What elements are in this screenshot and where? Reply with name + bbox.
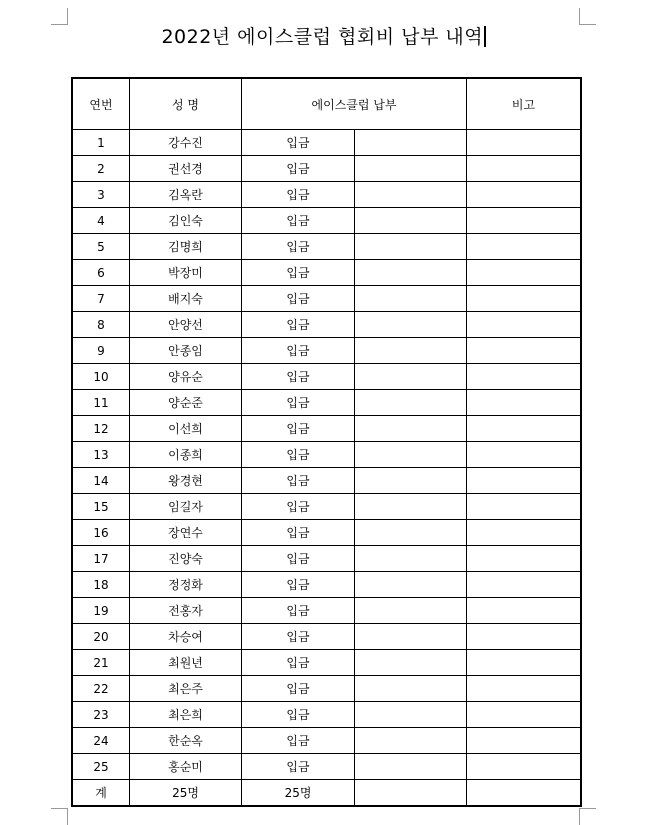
row-payment-cell[interactable]: 입금 xyxy=(242,650,355,676)
row-name-cell[interactable]: 이종희 xyxy=(130,442,242,468)
row-note-cell[interactable] xyxy=(467,442,581,468)
row-note-cell[interactable] xyxy=(467,416,581,442)
row-no-cell[interactable]: 15 xyxy=(73,494,130,520)
row-payment-cell[interactable]: 입금 xyxy=(242,598,355,624)
row-no-cell[interactable]: 25 xyxy=(73,754,130,780)
row-empty-cell[interactable] xyxy=(355,286,467,312)
row-empty-cell[interactable] xyxy=(355,676,467,702)
row-empty-cell[interactable] xyxy=(355,312,467,338)
row-empty-cell[interactable] xyxy=(355,208,467,234)
table-row xyxy=(73,286,581,312)
row-name-cell[interactable]: 김인숙 xyxy=(130,208,242,234)
row-no-cell[interactable]: 24 xyxy=(73,728,130,754)
row-name-cell[interactable]: 차승여 xyxy=(130,624,242,650)
row-name-cell[interactable]: 최은희 xyxy=(130,702,242,728)
header-name[interactable]: 성 명 xyxy=(130,79,242,130)
table-row xyxy=(73,728,581,754)
row-name-cell[interactable]: 김옥란 xyxy=(130,182,242,208)
row-no-cell[interactable]: 14 xyxy=(73,468,130,494)
table-row xyxy=(73,754,581,780)
row-empty-cell[interactable] xyxy=(355,182,467,208)
row-no-cell[interactable]: 12 xyxy=(73,416,130,442)
row-payment-cell[interactable]: 입금 xyxy=(242,260,355,286)
row-name-cell[interactable]: 박장미 xyxy=(130,260,242,286)
row-no-cell[interactable]: 18 xyxy=(73,572,130,598)
table-row xyxy=(73,702,581,728)
text-cursor xyxy=(484,26,486,47)
document-title[interactable]: 2022년 에이스클럽 협회비 납부 내역 xyxy=(161,26,484,48)
total-payment-count[interactable]: 25명 xyxy=(242,780,355,806)
row-note-cell[interactable] xyxy=(467,156,581,182)
row-name-cell[interactable]: 이선희 xyxy=(130,416,242,442)
header-payment[interactable]: 에이스클럽 납부 xyxy=(242,79,467,130)
table-row xyxy=(73,260,581,286)
row-no-cell[interactable]: 2 xyxy=(73,156,130,182)
table-row xyxy=(73,416,581,442)
row-name-cell[interactable]: 최은주 xyxy=(130,676,242,702)
row-name-cell[interactable]: 홍순미 xyxy=(130,754,242,780)
payment-table[interactable] xyxy=(72,78,581,806)
row-payment-cell[interactable]: 입금 xyxy=(242,338,355,364)
table-row xyxy=(73,494,581,520)
page-corner-mark-bottom-left xyxy=(51,808,68,825)
table-row xyxy=(73,208,581,234)
row-payment-cell[interactable]: 입금 xyxy=(242,728,355,754)
row-empty-cell[interactable] xyxy=(355,130,467,156)
row-no-cell[interactable]: 11 xyxy=(73,390,130,416)
row-empty-cell[interactable] xyxy=(355,572,467,598)
row-empty-cell[interactable] xyxy=(355,546,467,572)
row-empty-cell[interactable] xyxy=(355,156,467,182)
row-no-cell[interactable]: 5 xyxy=(73,234,130,260)
table-row xyxy=(73,442,581,468)
row-no-cell[interactable]: 20 xyxy=(73,624,130,650)
row-payment-cell[interactable]: 입금 xyxy=(242,234,355,260)
row-payment-cell[interactable]: 입금 xyxy=(242,520,355,546)
row-empty-cell[interactable] xyxy=(355,598,467,624)
row-note-cell[interactable] xyxy=(467,390,581,416)
row-empty-cell[interactable] xyxy=(355,468,467,494)
table-row xyxy=(73,598,581,624)
table-row xyxy=(73,546,581,572)
row-name-cell[interactable]: 왕경현 xyxy=(130,468,242,494)
row-name-cell[interactable]: 안종임 xyxy=(130,338,242,364)
document-title-line[interactable] xyxy=(0,22,647,49)
row-no-cell[interactable]: 16 xyxy=(73,520,130,546)
row-payment-cell[interactable]: 입금 xyxy=(242,390,355,416)
row-empty-cell[interactable] xyxy=(355,520,467,546)
row-note-cell[interactable] xyxy=(467,364,581,390)
row-name-cell[interactable]: 양유순 xyxy=(130,364,242,390)
row-name-cell[interactable]: 배지숙 xyxy=(130,286,242,312)
row-note-cell[interactable] xyxy=(467,208,581,234)
row-note-cell[interactable] xyxy=(467,754,581,780)
row-empty-cell[interactable] xyxy=(355,390,467,416)
row-empty-cell[interactable] xyxy=(355,650,467,676)
row-empty-cell[interactable] xyxy=(355,260,467,286)
row-name-cell[interactable]: 최원년 xyxy=(130,650,242,676)
row-note-cell[interactable] xyxy=(467,130,581,156)
table-row xyxy=(73,312,581,338)
row-no-cell[interactable]: 7 xyxy=(73,286,130,312)
row-empty-cell[interactable] xyxy=(355,494,467,520)
row-note-cell[interactable] xyxy=(467,468,581,494)
table-row xyxy=(73,156,581,182)
row-empty-cell[interactable] xyxy=(355,624,467,650)
row-name-cell[interactable]: 진양숙 xyxy=(130,546,242,572)
row-no-cell[interactable]: 21 xyxy=(73,650,130,676)
row-payment-cell[interactable]: 입금 xyxy=(242,702,355,728)
table-row xyxy=(73,520,581,546)
table-row xyxy=(73,182,581,208)
row-no-cell[interactable]: 4 xyxy=(73,208,130,234)
row-empty-cell[interactable] xyxy=(355,728,467,754)
table-row xyxy=(73,364,581,390)
table-row xyxy=(73,390,581,416)
table-row xyxy=(73,572,581,598)
table-row xyxy=(73,650,581,676)
row-note-cell[interactable] xyxy=(467,234,581,260)
row-note-cell[interactable] xyxy=(467,260,581,286)
row-name-cell[interactable]: 정정화 xyxy=(130,572,242,598)
row-note-cell[interactable] xyxy=(467,312,581,338)
table-row xyxy=(73,676,581,702)
row-payment-cell[interactable]: 입금 xyxy=(242,208,355,234)
row-no-cell[interactable]: 23 xyxy=(73,702,130,728)
row-note-cell[interactable] xyxy=(467,624,581,650)
row-payment-cell[interactable]: 입금 xyxy=(242,754,355,780)
row-name-cell[interactable]: 강수진 xyxy=(130,130,242,156)
row-name-cell[interactable]: 권선경 xyxy=(130,156,242,182)
row-note-cell[interactable] xyxy=(467,520,581,546)
row-payment-cell[interactable]: 입금 xyxy=(242,494,355,520)
table-total-row xyxy=(73,780,581,806)
row-no-cell[interactable]: 22 xyxy=(73,676,130,702)
row-empty-cell[interactable] xyxy=(355,416,467,442)
page-corner-mark-bottom-right xyxy=(579,808,596,825)
row-note-cell[interactable] xyxy=(467,338,581,364)
row-empty-cell[interactable] xyxy=(355,702,467,728)
row-payment-cell[interactable]: 입금 xyxy=(242,442,355,468)
total-empty-cell[interactable] xyxy=(355,780,467,806)
row-empty-cell[interactable] xyxy=(355,754,467,780)
row-no-cell[interactable]: 8 xyxy=(73,312,130,338)
row-payment-cell[interactable]: 입금 xyxy=(242,312,355,338)
row-name-cell[interactable]: 전홍자 xyxy=(130,598,242,624)
row-payment-cell[interactable]: 입금 xyxy=(242,676,355,702)
row-payment-cell[interactable]: 입금 xyxy=(242,364,355,390)
row-note-cell[interactable] xyxy=(467,182,581,208)
row-no-cell[interactable]: 3 xyxy=(73,182,130,208)
row-payment-cell[interactable]: 입금 xyxy=(242,130,355,156)
header-no[interactable]: 연번 xyxy=(73,79,130,130)
row-payment-cell[interactable]: 입금 xyxy=(242,286,355,312)
row-name-cell[interactable]: 장연수 xyxy=(130,520,242,546)
row-payment-cell[interactable]: 입금 xyxy=(242,156,355,182)
row-note-cell[interactable] xyxy=(467,598,581,624)
row-no-cell[interactable]: 9 xyxy=(73,338,130,364)
row-name-cell[interactable]: 양순준 xyxy=(130,390,242,416)
row-note-cell[interactable] xyxy=(467,494,581,520)
row-payment-cell[interactable]: 입금 xyxy=(242,182,355,208)
total-label[interactable]: 계 xyxy=(73,780,130,806)
table-row xyxy=(73,624,581,650)
table-row xyxy=(73,130,581,156)
row-payment-cell[interactable]: 입금 xyxy=(242,572,355,598)
row-note-cell[interactable] xyxy=(467,546,581,572)
row-no-cell[interactable]: 6 xyxy=(73,260,130,286)
row-no-cell[interactable]: 1 xyxy=(73,130,130,156)
row-payment-cell[interactable]: 입금 xyxy=(242,624,355,650)
total-note-cell[interactable] xyxy=(467,780,581,806)
table-body xyxy=(73,130,581,780)
header-note[interactable]: 비고 xyxy=(467,79,581,130)
row-empty-cell[interactable] xyxy=(355,234,467,260)
row-payment-cell[interactable]: 입금 xyxy=(242,416,355,442)
row-empty-cell[interactable] xyxy=(355,338,467,364)
row-no-cell[interactable]: 19 xyxy=(73,598,130,624)
row-note-cell[interactable] xyxy=(467,286,581,312)
row-payment-cell[interactable]: 입금 xyxy=(242,468,355,494)
row-note-cell[interactable] xyxy=(467,650,581,676)
row-no-cell[interactable]: 17 xyxy=(73,546,130,572)
table-row xyxy=(73,338,581,364)
table-row xyxy=(73,234,581,260)
row-note-cell[interactable] xyxy=(467,702,581,728)
row-name-cell[interactable]: 안양선 xyxy=(130,312,242,338)
table-row xyxy=(73,468,581,494)
row-name-cell[interactable]: 임길자 xyxy=(130,494,242,520)
row-empty-cell[interactable] xyxy=(355,364,467,390)
row-name-cell[interactable]: 한순옥 xyxy=(130,728,242,754)
row-empty-cell[interactable] xyxy=(355,442,467,468)
row-payment-cell[interactable]: 입금 xyxy=(242,546,355,572)
row-note-cell[interactable] xyxy=(467,676,581,702)
row-no-cell[interactable]: 10 xyxy=(73,364,130,390)
row-note-cell[interactable] xyxy=(467,572,581,598)
total-name-count[interactable]: 25명 xyxy=(130,780,242,806)
table-header-row xyxy=(73,79,581,130)
row-name-cell[interactable]: 김명희 xyxy=(130,234,242,260)
row-note-cell[interactable] xyxy=(467,728,581,754)
row-no-cell[interactable]: 13 xyxy=(73,442,130,468)
